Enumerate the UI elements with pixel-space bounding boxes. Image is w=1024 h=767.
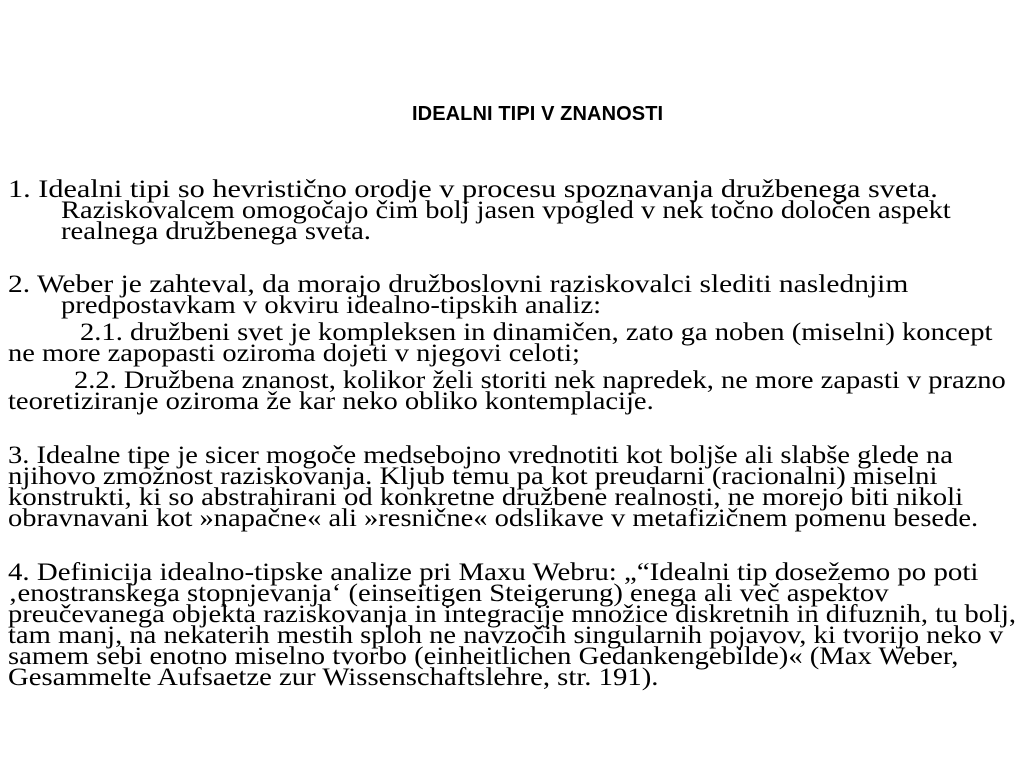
slide-title: IDEALNI TIPI V ZNANOSTI <box>412 103 664 125</box>
text-line: 3. Idealne tipe je sicer mogoče medsebojno vrednotiti kot boljše ali slabše glede na <box>8 442 953 469</box>
text-line: 2.1. družbeni svet je kompleksen in dinamičen, zato ga noben (miselni) koncept <box>80 319 993 346</box>
text-line: samem sebi enotno miselno tvorbo (einheitlichen Gedankengebilde)« (Max Weber, <box>8 643 959 670</box>
text-line: tam manj, na nekaterih mestih sploh ne navzočih singularnih pojavov, ki tvorijo neko v <box>8 622 1004 649</box>
text-line: ne more zapopasti oziroma dojeti v njegovi celoti; <box>8 340 580 367</box>
text-line: 2.2. Družbena znanost, kolikor želi storiti nek napredek, ne more zapasti v prazno <box>74 367 1006 394</box>
text-line: 2. Weber je zahteval, da morajo družboslovni raziskovalci slediti naslednjim <box>8 271 909 298</box>
text-line: 1. Idealni tipi so hevristično orodje v procesu spoznavanja družbenega sveta. <box>8 176 938 203</box>
text-line: predpostavkam v okviru idealno-tipskih analiz: <box>61 292 602 319</box>
text-line: konstrukti, ki so abstrahirani od konkretne družbene realnosti, ne morejo biti nikoli <box>8 484 964 511</box>
text-line: preučevanega objekta raziskovanja in integracije množice diskretnih in difuznih, tu bolj, <box>8 601 1017 628</box>
text-line: obravnavani kot »napačne« ali »resnične« odslikave v metafizičnem pomenu besede. <box>8 505 979 532</box>
text-line: Gesammelte Aufsaetze zur Wissenschaftslehre, str. 191). <box>8 664 659 691</box>
text-line: 4. Definicija idealno-tipske analize pri Maxu Webru: „“Idealni tip dosežemo po poti <box>8 559 979 586</box>
text-line: teoretiziranje oziroma že kar neko obliko kontemplacije. <box>8 388 654 415</box>
text-line: ‚enostranskega stopnjevanja‘ (einseitigen Steigerung) enega ali več aspektov <box>8 580 889 607</box>
text-line: realnega družbenega sveta. <box>61 218 371 245</box>
text-line: Raziskovalcem omogočajo čim bolj jasen vpogled v nek točno določen aspekt <box>61 197 951 224</box>
text-line: njihovo zmožnost raziskovanja. Kljub temu pa kot preudarni (racionalni) miselni <box>8 463 938 490</box>
